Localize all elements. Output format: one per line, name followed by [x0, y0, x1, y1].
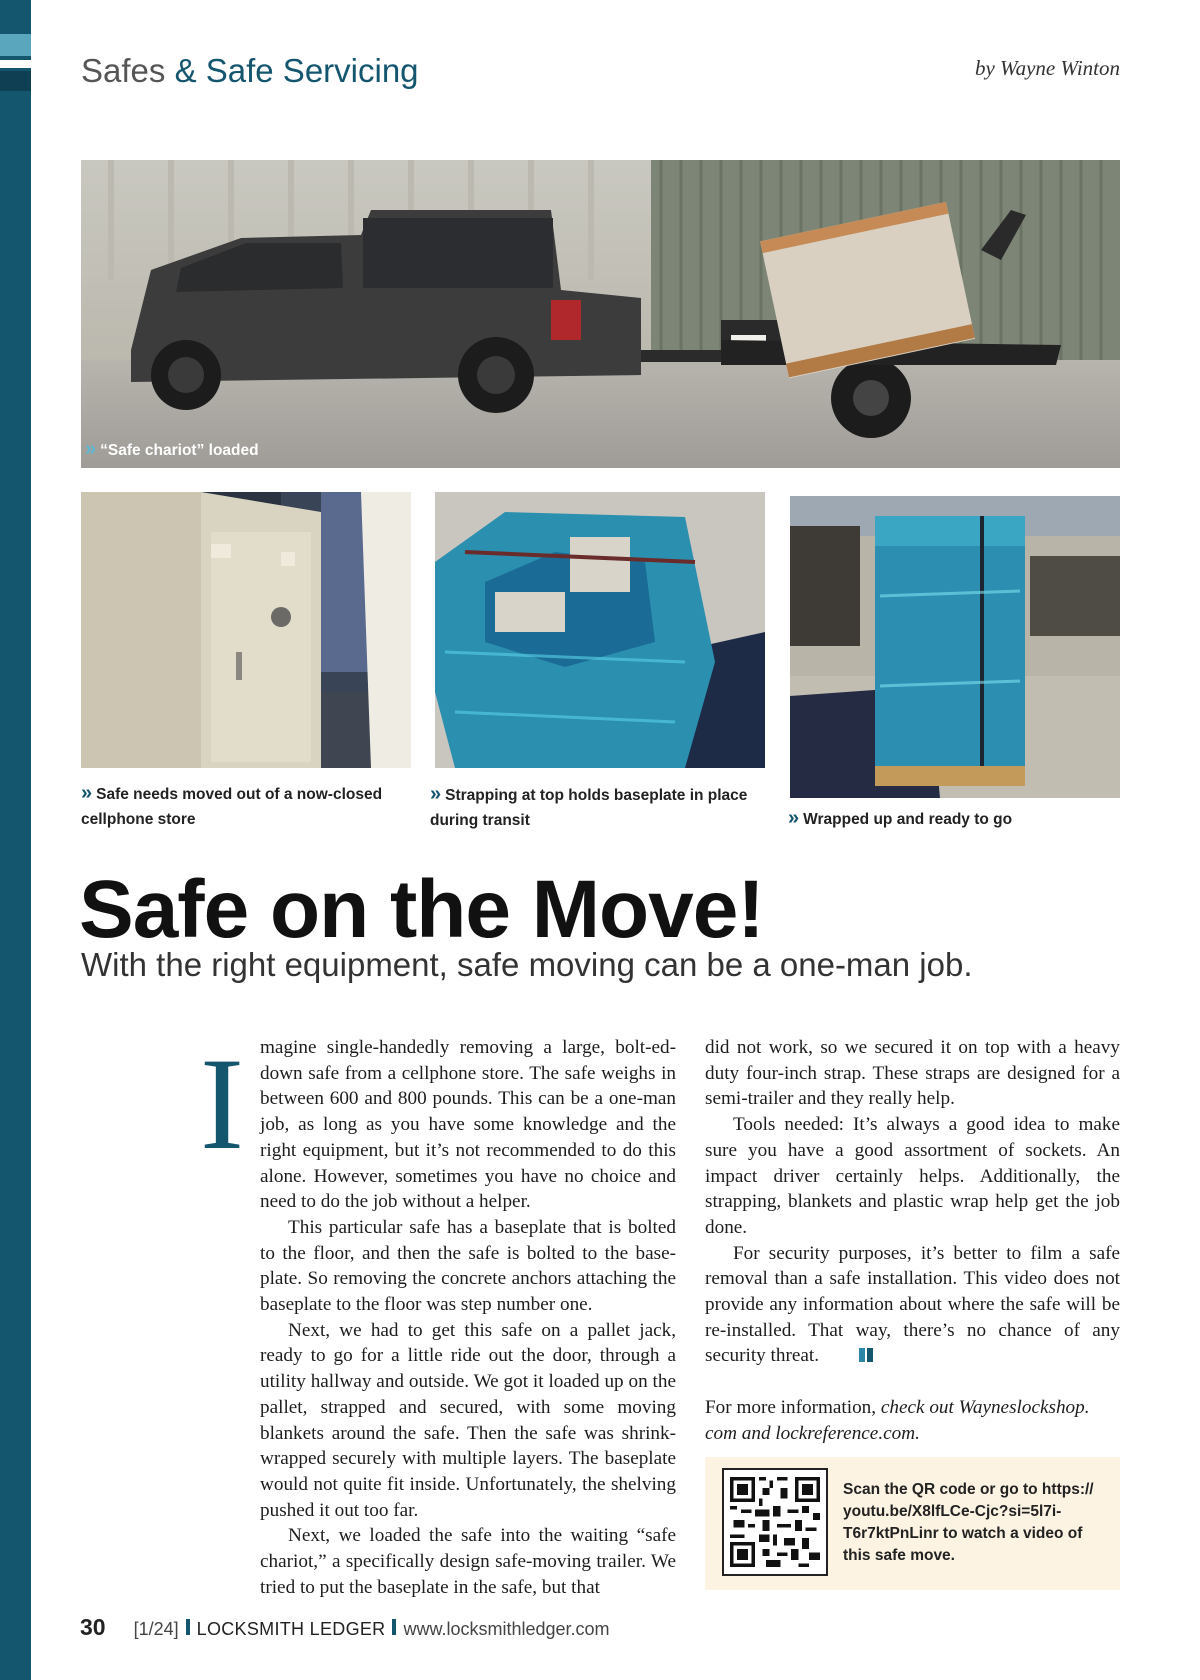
- caption-safe-in-store: [81, 781, 411, 832]
- paragraph-pallet-jack: Next, we had to get this safe on a pallet jack, ready to go for a little ride out the door, through a utility hallway and outside. We got it loaded up on the pallet, strapped and secured, with some moving blankets around the safe. Then the safe was shrink- wrapped securely with multiple layers. The baseplate would not quite fit inside. Unfortunately, the shelving pushed it out too far.: [260, 1319, 676, 1521]
- article-headline: Safe on the Move!: [79, 864, 764, 955]
- qr-code-icon[interactable]: [722, 1468, 828, 1576]
- author-byline: by Wayne Winton: [974, 56, 1120, 80]
- drop-cap: I: [200, 1030, 244, 1177]
- caption-strapping-top: [430, 782, 770, 833]
- caption-text: Safe needs moved out of a now-closed cellphone store: [81, 786, 383, 828]
- caption-wrapped-safe: [788, 806, 1118, 832]
- section-header: [81, 52, 419, 90]
- caption-safe-chariot: [85, 437, 259, 463]
- more-info-prefix: For more information,: [705, 1396, 881, 1418]
- qr-instructions: Scan the QR code or go to https:// youtu.be/X8lfLCe-Cjc?si=5l7i-T6r7ktPnLinr to watch a video of this safe move.: [843, 1481, 1094, 1564]
- section-ampersand: &: [174, 52, 197, 89]
- magazine-name: LOCKSMITH LEDGER: [196, 1619, 386, 1639]
- end-of-article-icon: [831, 1344, 875, 1370]
- paragraph-security: [705, 1241, 1120, 1370]
- photo-wrapped-safe: [790, 496, 1120, 798]
- chevron-icon: »: [430, 783, 442, 805]
- edge-dark-tab: [0, 71, 31, 91]
- article-subhead: With the right equipment, safe moving can be a one-man job.: [81, 946, 973, 983]
- edge-color-bar: [0, 0, 31, 1680]
- paragraph-strap: did not work, so we secured it on top with a heavy duty four-inch strap. These straps are designed for a semi-trailer and they really help.: [705, 1037, 1120, 1110]
- article-column-right: [705, 1035, 1120, 1446]
- chevron-icon: »: [788, 807, 800, 829]
- photo-safe-chariot: [81, 160, 1120, 468]
- photo-strapping-top: [435, 492, 765, 768]
- photo-safe-in-store: [81, 492, 411, 768]
- caption-text: Wrapped up and ready to go: [803, 811, 1013, 828]
- section-label-servicing: Safe Servicing: [205, 52, 419, 89]
- website-link[interactable]: www.locksmithledger.com: [403, 1619, 610, 1639]
- edge-accent-tab: [0, 34, 31, 56]
- qr-callout-box: [705, 1457, 1120, 1590]
- more-info: [705, 1395, 1120, 1446]
- footer-divider: [392, 1619, 396, 1635]
- caption-text: “Safe chariot” loaded: [100, 442, 259, 459]
- article-column-left: [260, 1035, 676, 1600]
- paragraph-baseplate: This particular safe has a baseplate that is bolted to the floor, and then the safe is bolted to the base-plate. So removing the concrete anchors attaching the baseplate to the floor was step number one.: [260, 1216, 676, 1316]
- chevron-icon: »: [85, 438, 97, 460]
- caption-text: Strapping at top holds baseplate in place during transit: [430, 787, 748, 829]
- more-info-links[interactable]: check out Wayneslockshop. com and lockreference.com.: [705, 1396, 1090, 1444]
- issue-date: [1/24]: [133, 1619, 179, 1639]
- paragraph-intro: magine single-handedly removing a large, bolt-ed-down safe from a cellphone store. The safe weighs in between 600 and 800 pounds. This can be a one-man job, as long as you have some knowledge and the right equipment, but it’s not recommended to do this alone. However, sometimes you have no choice and need to do the job without a helper.: [260, 1037, 676, 1213]
- section-label-safes: Safes: [81, 52, 166, 89]
- chevron-icon: »: [81, 782, 93, 804]
- paragraph-trailer: Next, we loaded the safe into the waiting “safe chariot,” a specifically design safe-moving trailer. We tried to put the baseplate in the safe, but that: [260, 1525, 676, 1598]
- paragraph-security-text: For security purposes, it’s better to film a safe removal than a safe installation. This video does not provide any information about where the safe will be re-installed. That way, there’s no chance of any security threat.: [705, 1242, 1120, 1367]
- paragraph-tools: Tools needed: It’s always a good idea to make sure you have a good assortment of sockets. An impact driver certainly helps. Additionally, the strapping, blankets and plastic wrap help get the job done.: [705, 1114, 1120, 1238]
- page-footer: [80, 1614, 610, 1641]
- edge-gap: [0, 60, 31, 68]
- footer-divider: [186, 1619, 190, 1635]
- page-number: 30: [80, 1614, 106, 1640]
